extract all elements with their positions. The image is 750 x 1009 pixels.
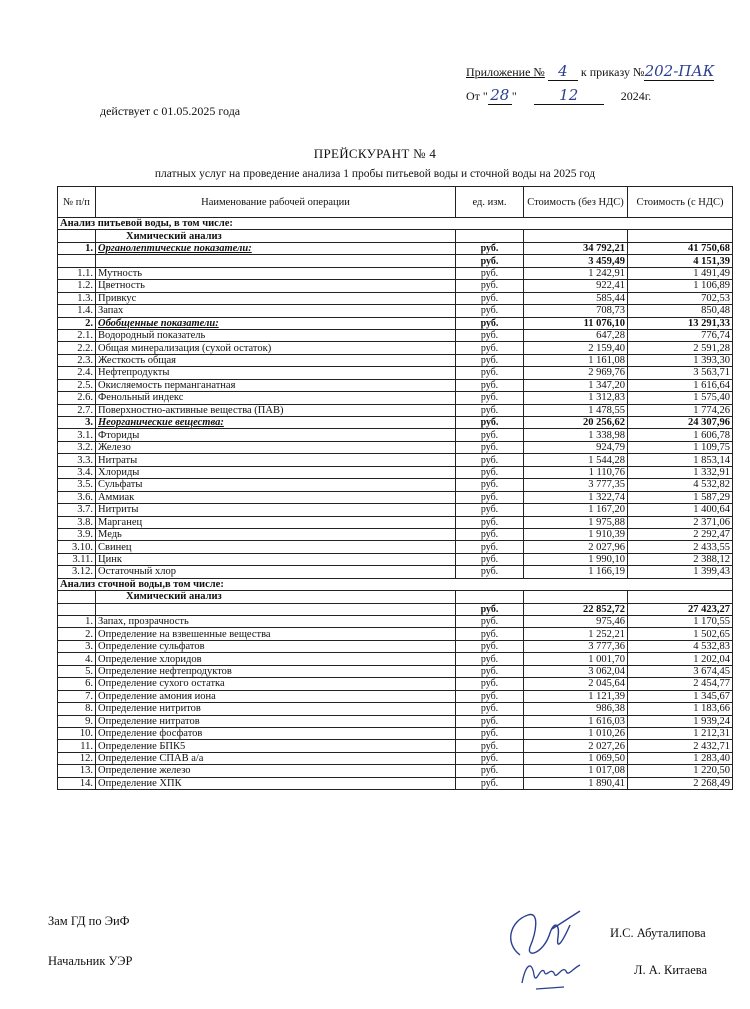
table-row (58, 566, 733, 578)
cell-cost-vat: 2 292,47 (628, 528, 733, 540)
cell-cost-vat: 1 853,14 (628, 454, 733, 466)
cell-cost-vat: 1 587,29 (628, 491, 733, 503)
cell-name: Сульфаты (96, 479, 456, 491)
cell-num: 3.6. (58, 491, 96, 503)
cell-name: Нитраты (96, 454, 456, 466)
cell-num: 2.1. (58, 329, 96, 341)
table-row (58, 292, 733, 304)
signer1-name: И.С. Абуталипова (610, 926, 706, 940)
col-header-cost: Стоимость (без НДС) (524, 187, 628, 218)
table-row (58, 727, 733, 739)
cell-cost-vat: 1 774,26 (628, 404, 733, 416)
date-day-close: " (511, 89, 517, 103)
subsection-row (58, 230, 733, 242)
signature-2-icon (516, 953, 586, 993)
cell-num: 13. (58, 765, 96, 777)
cell-cost-vat: 2 268,49 (628, 777, 733, 789)
table-row (58, 740, 733, 752)
cell-name: Определение амония иона (96, 690, 456, 702)
cell-name: Остаточный хлор (96, 566, 456, 578)
cell-cost: 1 017,08 (524, 765, 628, 777)
cell-unit: руб. (456, 740, 524, 752)
table-row (58, 454, 733, 466)
cell-cost: 1 166,19 (524, 566, 628, 578)
cell-num: 14. (58, 777, 96, 789)
cell-unit: руб. (456, 603, 524, 615)
table-row (58, 479, 733, 491)
cell-cost: 2 045,64 (524, 678, 628, 690)
cell-cost-vat: 1 399,43 (628, 566, 733, 578)
cell-unit: руб. (456, 516, 524, 528)
cell-num: 3.10. (58, 541, 96, 553)
section-row (58, 218, 733, 230)
cell-unit: руб. (456, 640, 524, 652)
appendix-label: Приложение № (466, 65, 545, 79)
cell-cost: 1 910,39 (524, 528, 628, 540)
table-row (58, 678, 733, 690)
cell-num: 3.5. (58, 479, 96, 491)
cell-unit (456, 230, 524, 242)
cell-unit: руб. (456, 504, 524, 516)
cell-unit: руб. (456, 242, 524, 254)
table-row (58, 777, 733, 789)
cell-unit: руб. (456, 367, 524, 379)
cell-cost-vat: 4 151,39 (628, 255, 733, 267)
group-row (58, 417, 733, 429)
cell-cost: 20 256,62 (524, 417, 628, 429)
cell-cost: 1 890,41 (524, 777, 628, 789)
cell-name: Железо (96, 441, 456, 453)
cell-cost-vat: 776,74 (628, 329, 733, 341)
cell-unit: руб. (456, 628, 524, 640)
col-header-num: № п/п (58, 187, 96, 218)
cell-cost-vat: 2 371,06 (628, 516, 733, 528)
cell-cost: 3 459,49 (524, 255, 628, 267)
cell-num: 12. (58, 752, 96, 764)
col-header-name: Наименование рабочей операции (96, 187, 456, 218)
cell-name: Запах, прозрачность (96, 616, 456, 628)
cell-name: Определение нефтепродуктов (96, 665, 456, 677)
cell-num: 1.3. (58, 292, 96, 304)
cell-unit: руб. (456, 342, 524, 354)
cell-unit: руб. (456, 404, 524, 416)
cell-name: Определение сухого остатка (96, 678, 456, 690)
cell-num: 1.2. (58, 280, 96, 292)
cell-name (96, 603, 456, 615)
cell-unit: руб. (456, 417, 524, 429)
cell-unit: руб. (456, 454, 524, 466)
cell-num: 4. (58, 653, 96, 665)
table-row (58, 541, 733, 553)
cell-cost-vat: 1 606,78 (628, 429, 733, 441)
subsection-row (58, 591, 733, 603)
cell-num: 3. (58, 640, 96, 652)
order-label: к приказу № (580, 65, 645, 79)
table-row (58, 267, 733, 279)
cell-num: 6. (58, 678, 96, 690)
cell-name: Нефтепродукты (96, 367, 456, 379)
cell-unit: руб. (456, 267, 524, 279)
group-row (58, 603, 733, 615)
cell-num: 5. (58, 665, 96, 677)
cell-cost: 1 544,28 (524, 454, 628, 466)
cell-num: 2. (58, 628, 96, 640)
cell-num: 3.3. (58, 454, 96, 466)
cell-cost: 708,73 (524, 305, 628, 317)
cell-unit: руб. (456, 354, 524, 366)
signer2-title: Начальник УЭР (48, 954, 133, 968)
cell-cost-vat: 3 563,71 (628, 367, 733, 379)
cell-unit: руб. (456, 491, 524, 503)
cell-cost-vat: 1 939,24 (628, 715, 733, 727)
cell-unit: руб. (456, 305, 524, 317)
cell-cost-vat: 3 674,45 (628, 665, 733, 677)
table-row (58, 665, 733, 677)
date-year: 2024г. (620, 89, 652, 103)
cell-unit: руб. (456, 292, 524, 304)
cell-unit: руб. (456, 379, 524, 391)
cell-num: 1.1. (58, 267, 96, 279)
table-row (58, 516, 733, 528)
cell-unit: руб. (456, 280, 524, 292)
cell-unit: руб. (456, 653, 524, 665)
cell-cost: 975,46 (524, 616, 628, 628)
table-row (58, 553, 733, 565)
cell-cost-vat: 2 388,12 (628, 553, 733, 565)
table-row (58, 441, 733, 453)
cell-cost: 11 076,10 (524, 317, 628, 329)
cell-name: Поверхностно-активные вещества (ПАВ) (96, 404, 456, 416)
cell-unit: руб. (456, 441, 524, 453)
cell-cost-vat: 1 220,50 (628, 765, 733, 777)
cell-name: Определение нитритов (96, 703, 456, 715)
cell-cost: 924,79 (524, 441, 628, 453)
table-row (58, 404, 733, 416)
cell-name: Жесткость общая (96, 354, 456, 366)
cell-cost-vat: 2 432,71 (628, 740, 733, 752)
cell-cost-vat: 1 183,66 (628, 703, 733, 715)
cell-cost-vat: 1 202,04 (628, 653, 733, 665)
cell-unit: руб. (456, 727, 524, 739)
cell-unit: руб. (456, 777, 524, 789)
table-row (58, 329, 733, 341)
cell-num: 1. (58, 616, 96, 628)
cell-cost: 1 069,50 (524, 752, 628, 764)
cell-unit: руб. (456, 528, 524, 540)
table-row (58, 392, 733, 404)
document-subtitle: платных услуг на проведение анализа 1 пробы питьевой воды и сточной воды на 2025 год (154, 168, 596, 180)
cell-unit: руб. (456, 715, 524, 727)
cell-name: Мутность (96, 267, 456, 279)
cell-unit: руб. (456, 541, 524, 553)
cell-cost: 1 975,88 (524, 516, 628, 528)
cell-unit: руб. (456, 765, 524, 777)
cell-unit: руб. (456, 392, 524, 404)
cell-cost: 2 027,96 (524, 541, 628, 553)
table-row (58, 342, 733, 354)
cell-name: Определение ХПК (96, 777, 456, 789)
table-row (58, 690, 733, 702)
cell-num: 3.4. (58, 466, 96, 478)
cell-name: Цинк (96, 553, 456, 565)
cell-num: 1. (58, 242, 96, 254)
cell-cost-vat: 850,48 (628, 305, 733, 317)
cell-cost: 2 027,26 (524, 740, 628, 752)
cell-cost-vat: 4 532,82 (628, 479, 733, 491)
cell-cost: 585,44 (524, 292, 628, 304)
table-row (58, 752, 733, 764)
cell-cost: 1 010,26 (524, 727, 628, 739)
table-row (58, 379, 733, 391)
col-header-unit: ед. изм. (456, 187, 524, 218)
cell-unit: руб. (456, 616, 524, 628)
cell-num (58, 230, 96, 242)
cell-cost-vat: 1 106,89 (628, 280, 733, 292)
table-row (58, 504, 733, 516)
cell-cost: 3 062,04 (524, 665, 628, 677)
cell-name: Определение хлоридов (96, 653, 456, 665)
cell-num: 3.12. (58, 566, 96, 578)
cell-num: 9. (58, 715, 96, 727)
cell-cost-vat: 1 283,40 (628, 752, 733, 764)
cell-cost: 3 777,35 (524, 479, 628, 491)
cell-name: Запах (96, 305, 456, 317)
cell-num: 2.3. (58, 354, 96, 366)
cell-num: 10. (58, 727, 96, 739)
subsection-title: Химический анализ (96, 591, 456, 603)
cell-name (96, 255, 456, 267)
table-row (58, 280, 733, 292)
cell-name: Общая минерализация (сухой остаток) (96, 342, 456, 354)
cell-unit: руб. (456, 466, 524, 478)
cell-cost-vat: 24 307,96 (628, 417, 733, 429)
cell-cost-vat: 1 170,55 (628, 616, 733, 628)
cell-cost-vat: 41 750,68 (628, 242, 733, 254)
table-row (58, 715, 733, 727)
cell-unit (456, 591, 524, 603)
cell-cost: 1 242,91 (524, 267, 628, 279)
cell-cost: 22 852,72 (524, 603, 628, 615)
cell-num: 11. (58, 740, 96, 752)
cell-name: Определение фосфатов (96, 727, 456, 739)
cell-cost-vat (628, 230, 733, 242)
cell-cost-vat (628, 591, 733, 603)
cell-cost-vat: 1 400,64 (628, 504, 733, 516)
group-row (58, 255, 733, 267)
cell-cost-vat: 1 491,49 (628, 267, 733, 279)
cell-unit: руб. (456, 429, 524, 441)
cell-name: Неорганические вещества: (96, 417, 456, 429)
cell-name: Хлориды (96, 466, 456, 478)
cell-num (58, 603, 96, 615)
effective-date: действует с 01.05.2025 года (100, 104, 241, 118)
cell-unit: руб. (456, 329, 524, 341)
order-number: 202-ПАК (644, 62, 715, 80)
cell-unit: руб. (456, 752, 524, 764)
date-day: 28 (488, 86, 512, 105)
cell-num: 3.9. (58, 528, 96, 540)
cell-cost (524, 230, 628, 242)
cell-name: Определение железо (96, 765, 456, 777)
cell-cost-vat: 13 291,33 (628, 317, 733, 329)
document-title: ПРЕЙСКУРАНТ № 4 (313, 146, 437, 161)
cell-name: Определение нитратов (96, 715, 456, 727)
cell-name: Определение БПК5 (96, 740, 456, 752)
cell-name: Цветность (96, 280, 456, 292)
cell-cost (524, 591, 628, 603)
cell-cost: 647,28 (524, 329, 628, 341)
cell-cost-vat: 1 332,91 (628, 466, 733, 478)
cell-name: Фенольный индекс (96, 392, 456, 404)
cell-num: 2. (58, 317, 96, 329)
cell-cost-vat: 4 532,83 (628, 640, 733, 652)
table-row (58, 765, 733, 777)
cell-cost-vat: 702,53 (628, 292, 733, 304)
table-row (58, 528, 733, 540)
cell-cost: 1 312,83 (524, 392, 628, 404)
cell-num: 3.7. (58, 504, 96, 516)
section-title: Анализ питьевой воды, в том числе: (58, 218, 733, 230)
cell-cost-vat: 1 109,75 (628, 441, 733, 453)
cell-unit: руб. (456, 703, 524, 715)
cell-cost-vat: 1 575,40 (628, 392, 733, 404)
cell-cost: 1 167,20 (524, 504, 628, 516)
cell-name: Определение сульфатов (96, 640, 456, 652)
cell-unit: руб. (456, 566, 524, 578)
appendix-number: 4 (548, 62, 578, 81)
cell-name: Привкус (96, 292, 456, 304)
table-row (58, 628, 733, 640)
cell-cost-vat: 1 393,30 (628, 354, 733, 366)
cell-num: 2.6. (58, 392, 96, 404)
cell-unit: руб. (456, 479, 524, 491)
group-row (58, 242, 733, 254)
cell-num: 3.8. (58, 516, 96, 528)
cell-cost-vat: 2 591,28 (628, 342, 733, 354)
signer2-name: Л. А. Китаева (634, 963, 708, 977)
col-header-cost-vat: Стоимость (с НДС) (628, 187, 733, 218)
section-title: Анализ сточной воды,в том числе: (58, 578, 733, 590)
cell-cost: 1 347,20 (524, 379, 628, 391)
cell-num: 2.5. (58, 379, 96, 391)
cell-cost: 34 792,21 (524, 242, 628, 254)
date-month: 12 (534, 86, 604, 105)
appendix-line (466, 62, 714, 81)
table-row (58, 653, 733, 665)
cell-name: Фториды (96, 429, 456, 441)
cell-cost: 1 001,70 (524, 653, 628, 665)
cell-num (58, 255, 96, 267)
table-row (58, 354, 733, 366)
cell-unit: руб. (456, 690, 524, 702)
cell-cost: 1 322,74 (524, 491, 628, 503)
cell-name: Нитриты (96, 504, 456, 516)
cell-num: 1.4. (58, 305, 96, 317)
cell-num: 2.4. (58, 367, 96, 379)
table-row (58, 491, 733, 503)
section-row (58, 578, 733, 590)
cell-unit: руб. (456, 553, 524, 565)
cell-num: 7. (58, 690, 96, 702)
price-table-body (58, 218, 733, 790)
cell-name: Аммиак (96, 491, 456, 503)
cell-cost-vat: 1 212,31 (628, 727, 733, 739)
cell-unit: руб. (456, 255, 524, 267)
group-row (58, 317, 733, 329)
cell-cost: 1 478,55 (524, 404, 628, 416)
table-row (58, 616, 733, 628)
price-table (57, 186, 733, 790)
subsection-title: Химический анализ (96, 230, 456, 242)
cell-unit: руб. (456, 678, 524, 690)
cell-cost: 3 777,36 (524, 640, 628, 652)
cell-name: Окисляемость перманганатная (96, 379, 456, 391)
cell-cost-vat: 27 423,27 (628, 603, 733, 615)
cell-num: 3.11. (58, 553, 96, 565)
table-row (58, 466, 733, 478)
cell-unit: руб. (456, 317, 524, 329)
cell-cost: 1 252,21 (524, 628, 628, 640)
cell-cost: 1 338,98 (524, 429, 628, 441)
cell-name: Водородный показатель (96, 329, 456, 341)
cell-name: Марганец (96, 516, 456, 528)
cell-name: Обобщенные показатели: (96, 317, 456, 329)
date-from-label: От " (466, 89, 488, 103)
cell-num: 3.1. (58, 429, 96, 441)
signer1-title: Зам ГД по ЭиФ (48, 914, 130, 928)
table-row (58, 429, 733, 441)
cell-name: Свинец (96, 541, 456, 553)
cell-num: 3.2. (58, 441, 96, 453)
cell-num: 2.7. (58, 404, 96, 416)
cell-cost: 986,38 (524, 703, 628, 715)
cell-name: Определение на взвешенные вещества (96, 628, 456, 640)
cell-cost-vat: 1 616,64 (628, 379, 733, 391)
cell-cost: 2 969,76 (524, 367, 628, 379)
cell-cost-vat: 2 433,55 (628, 541, 733, 553)
cell-unit: руб. (456, 665, 524, 677)
cell-name: Медь (96, 528, 456, 540)
table-header-row (58, 187, 733, 218)
table-row (58, 703, 733, 715)
cell-num: 2.2. (58, 342, 96, 354)
date-line (466, 86, 651, 105)
cell-cost: 1 110,76 (524, 466, 628, 478)
cell-cost-vat: 1 502,65 (628, 628, 733, 640)
table-row (58, 367, 733, 379)
cell-cost: 2 159,40 (524, 342, 628, 354)
cell-name: Определение СПАВ а/а (96, 752, 456, 764)
cell-cost: 922,41 (524, 280, 628, 292)
cell-name: Органолептические показатели: (96, 242, 456, 254)
cell-num: 3. (58, 417, 96, 429)
table-row (58, 640, 733, 652)
cell-cost-vat: 2 454,77 (628, 678, 733, 690)
cell-num (58, 591, 96, 603)
table-row (58, 305, 733, 317)
cell-cost: 1 990,10 (524, 553, 628, 565)
cell-cost-vat: 1 345,67 (628, 690, 733, 702)
cell-cost: 1 616,03 (524, 715, 628, 727)
cell-cost: 1 121,39 (524, 690, 628, 702)
cell-num: 8. (58, 703, 96, 715)
cell-cost: 1 161,08 (524, 354, 628, 366)
